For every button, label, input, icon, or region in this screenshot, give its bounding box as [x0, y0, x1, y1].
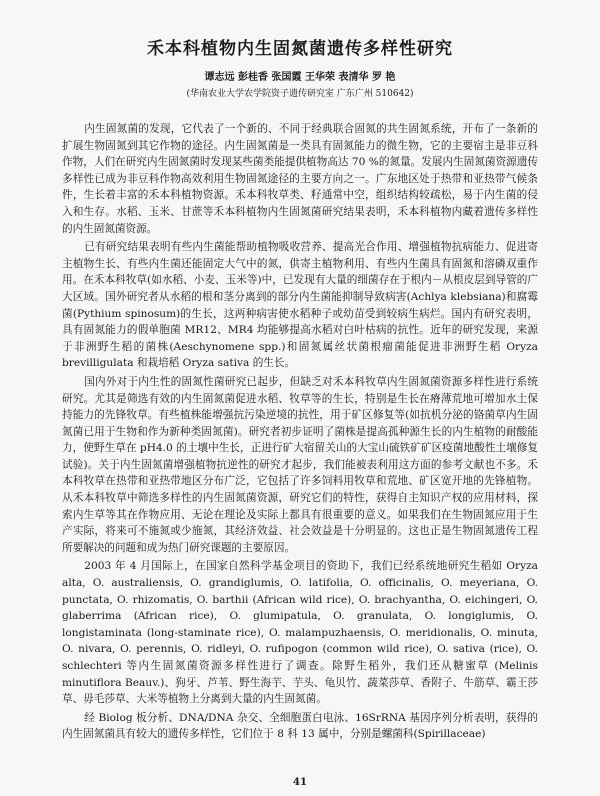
paragraph-5: 经 Biolog 板分析、DNA/DNA 杂交、全细胞蛋白电泳、16SrRNA 基因序列分析表明，获得的内生固氮菌具有较大的遗传多样性，它们位于 8 科 13 属中，分别是螺菌科(Spirillaceae): [62, 711, 538, 741]
paragraph-3: 国内外对于内生性的固氮性菌研究已起步，但缺乏对禾本科牧草内生固氮菌资源多样性进行系统研究。尤其是筛选有效的内生固氮菌促进水稻、牧草等的生长，特别是生长在瘠薄荒地可增加水土保持能力的先锋牧草。有些植株能增强抗污染逆境的抗性，用于矿区修复等(如抗机分泌的铬菌草内生固氮菌已用于生物和作为新种类固氮菌)。研究者初步证明了菌株是提高孤种源生长的内生植物的耐酸能力，使野生草在 pH4.0 的土壤中生长，正进行矿大宿留关山的大宝山硫铁矿矿区疫菌地酸性土壤修复试验)。关于内生固氮菌增强植物抗逆性的研究才起步，我们能被表利用这方面的参考文献也不多。禾本科牧草在热带和亚热带地区分布广泛，它包括了许多饲料用牧草和荒地、矿区宽开地的先锋植物。从禾本科牧草中筛选多样性的内生固氮菌资源，研究它们的特性，获得自主知识产权的应用材料，探索内生草等其在作物应用、无论在理论及实际上都具有很重要的意义。如果我们在生物固氮应用于生产实际，将来可不施氮或少施氮，其经济效益、社会效益是十分明显的。这也正是生物固氮遗传工程所要解决的问题和成为热门研究课题的主要原因。: [62, 375, 538, 554]
paragraph-1: 内生固氮菌的发现，它代表了一个新的、不同于经典联合固氮的共生固氮系统，开布了一条新的扩展生物固氮到其它作物的途径。内生固氮菌是一类具有固氮能力的微生物，它的主要宿主是非豆科作物，人们在研究内生固氮菌时发现某些菌类能提供植物高达 70 %的氮量。发展内生固氮菌资源遗传多样性已成为非豆科作物高效利用生物固氮途径的主要方向之一。广东地区处于热带和亚热带气候条件，生长着丰富的禾本科植物资源。禾本科牧草类、籽通常中空，组织结构较疏松，易于内生菌的侵入和生存。水稻、玉米、甘蔗等禾本科植物内生固氮菌研究结果表明，禾本科植物内藏着遗传多样性的内生固氮菌资源。: [62, 123, 538, 235]
paragraph-4: 2003 年 4 月国际上，在国家自然科学基金项目的资助下，我们已经系统地研究生稻如 Oryza alta, O. australiensis, O. grandiglumis, O. latifolia, O. officinalis, O. meyeriana, O. punctata, O. rhizomatis, O. barthii (African wild rice), O. brachyantha, O. eichingeri, O. glaberrima (African rice), O. glumipatula, O. granulata, O. longiglumis, O. longistaminata (long-staminate rice), O. malampuzhaensis, O. meridionalis, O. minuta, O. nivara, O. perennis, O. ridleyi, O. rufipogon (common wild rice), O. sativa (rice), O. schlechteri 等内生固氮菌资源多样性进行了调查。除野生稻外，我们还从糖蜜草 (Melinis minutiflora Beauv.)、狗牙、芦苇、野生海芋、芋头、龟贝竹、蔬菜莎草、香附子、牛筋草、霸王莎草、毋毛莎草、大米等植物上分离到大量的内生固氮菌。: [62, 560, 538, 706]
paper-title: 禾本科植物内生固氮菌遗传多样性研究: [147, 39, 453, 59]
affiliation: (华南农业大学农学院资子遗传研究室 广东广州 510642): [186, 89, 414, 99]
page-number: 41: [293, 777, 307, 788]
author-list: 谭志远 彭桂香 张国霞 王华荣 表清华 罗 艳: [204, 72, 396, 83]
paragraph-2: 已有研究结果表明有些内生菌能帮助植物吸收营养、提高光合作用、增强植物抗病能力、促进寄主植物生长、有些内生菌还能固定大气中的氮，供寄主植物利用、有些内生菌具有固氮和溶磷双重作用。在禾本科牧草(如水稻、小麦、玉米等)中，已发现有大量的细菌存在于根内－从根皮层到导管的广大区域。国外研究者从水稻的根和茎分离到的部分内生菌能抑制导致病害(Achlya klebsiana)和腐霉菌(Pythium spinosum)的生长，这两种病害使水稻种子或幼苗受到较病生病烂。国内有研究表明，具有固氮能力的假单胞菌 MR12、MR4 均能够提高水稻对白叶枯病的抗性。近年的研究发现，来源于非洲野生稻的菌株(Aeschynomene spp.)和固氮属丝状菌根瘤菌能促进非洲野生稻 Oryza brevilligulata 和栽培稻 Oryza sativa 的生长。: [62, 241, 538, 370]
